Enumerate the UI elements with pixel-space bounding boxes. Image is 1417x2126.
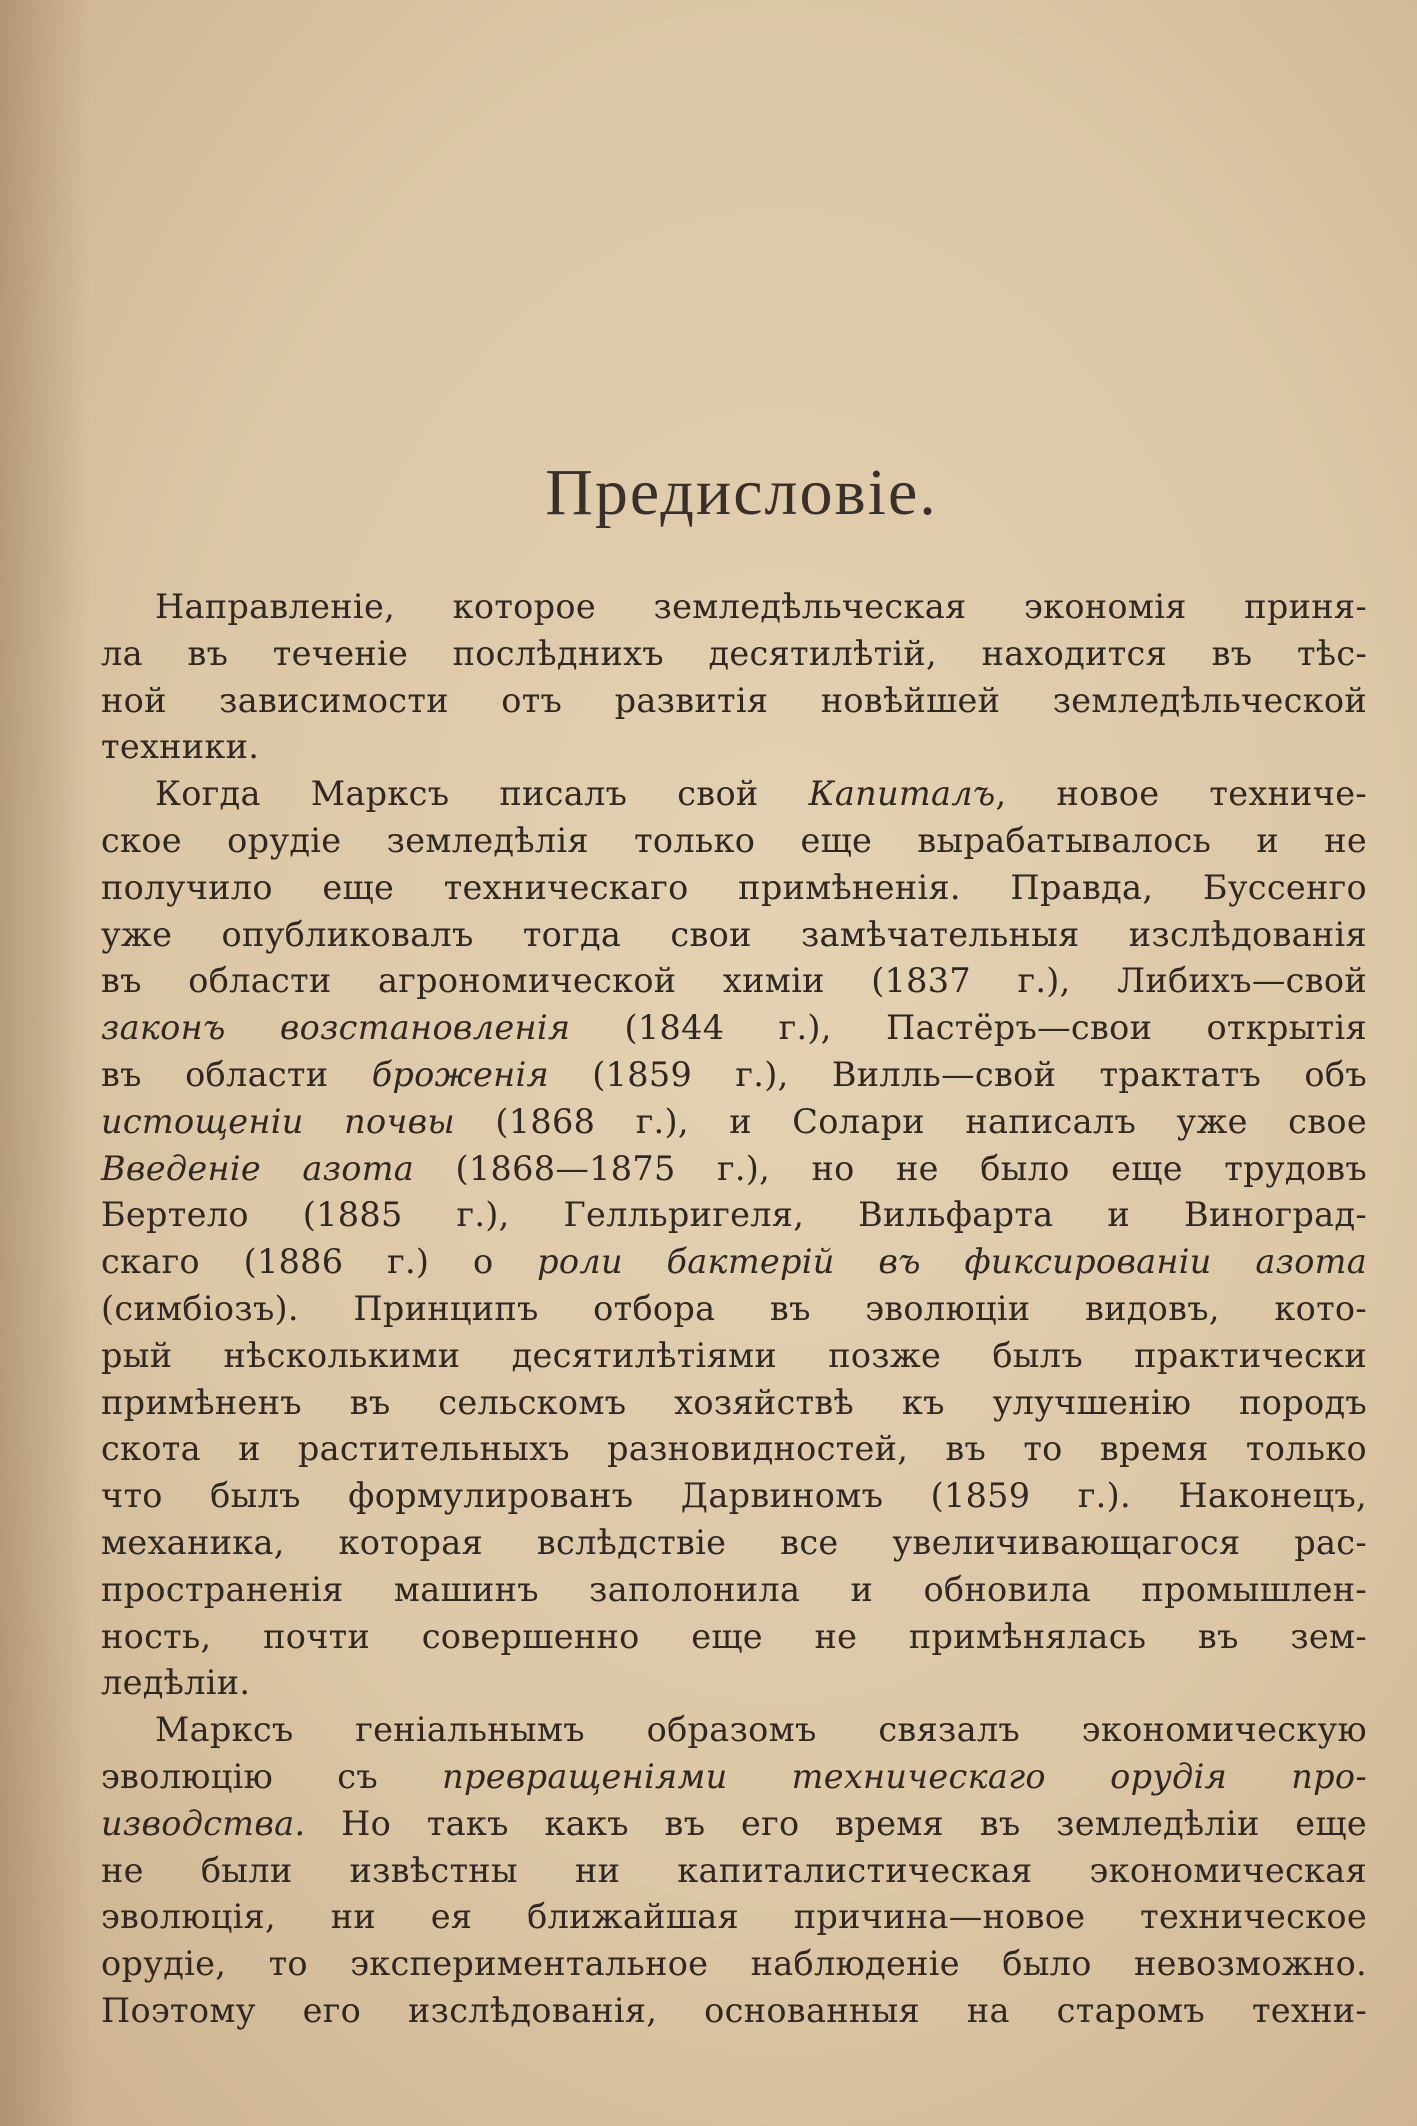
text-line (101, 1707, 1367, 1754)
text-line (101, 1192, 1367, 1239)
text-segment: , новое техниче- (995, 774, 1367, 814)
text-segment: (1859 г.), Вилль—свой трактатъ объ (549, 1054, 1367, 1094)
text-line (101, 958, 1367, 1005)
text-line (101, 1380, 1367, 1427)
italic-text-segment: роли бактерiй въ фиксированiи азота (537, 1242, 1368, 1282)
text-segment: (1868—1875 г.), но не было еще трудовъ (414, 1148, 1367, 1188)
text-segment: (1868 г.), и Солари написалъ уже свое (455, 1101, 1367, 1141)
text-segment: получило еще техническаго примѣненiя. Правда, Буссенго (101, 867, 1367, 907)
italic-text-segment: законъ возстановленiя (101, 1008, 571, 1048)
italic-text-segment: превращенiями техническаго орудiя про- (442, 1756, 1367, 1796)
text-segment: не были извѣстны ни капиталистическая экономическая (101, 1850, 1367, 1890)
text-line (101, 631, 1367, 678)
text-segment: что былъ формулированъ Дарвиномъ (1859 г.). Наконецъ, (101, 1476, 1367, 1516)
text-segment: эволюцiя, ни ея ближайшая причина—новое техническое (101, 1897, 1367, 1937)
text-line (101, 1801, 1367, 1848)
text-segment: скота и растительныхъ разновидностей, въ то время только (101, 1429, 1367, 1469)
text-segment: уже опубликовалъ тогда свои замѣчательныя изслѣдованiя (101, 914, 1367, 954)
text-line (101, 1567, 1367, 1614)
text-line (101, 1894, 1367, 1941)
text-segment: Поэтому его изслѣдованiя, основанныя на старомъ техни- (101, 1990, 1367, 2030)
text-line (101, 724, 1367, 771)
italic-text-segment: изводства. (101, 1803, 306, 1843)
text-segment: ность, почти совершенно еще не примѣнялась въ зем- (101, 1616, 1367, 1656)
text-segment: скаго (1886 г.) о (101, 1242, 538, 1282)
text-segment: въ области (101, 1054, 372, 1094)
text-line (101, 1848, 1367, 1895)
page-title: Предисловiе. (545, 456, 938, 529)
text-line (101, 1660, 1367, 1707)
text-segment: рый нѣсколькими десятилѣтiями позже былъ практически (101, 1335, 1367, 1375)
text-line (101, 1099, 1367, 1146)
text-line (101, 1005, 1367, 1052)
text-segment: ледѣлiи. (101, 1663, 251, 1703)
text-line (101, 1239, 1367, 1286)
text-segment: (1844 г.), Пастёръ—свои открытiя (570, 1008, 1367, 1048)
text-segment: Марксъ генiальнымъ образомъ связалъ экономическую (155, 1710, 1367, 1750)
text-segment: Когда Марксъ писалъ свой (155, 774, 809, 814)
text-line (101, 1941, 1367, 1988)
text-line (101, 1988, 1367, 2035)
text-segment: орудiе, то экспериментальное наблюденiе было невозможно. (101, 1944, 1367, 1984)
text-line (101, 1426, 1367, 1473)
text-line (101, 1146, 1367, 1193)
text-line (101, 1286, 1367, 1333)
text-segment: (симбiозъ). Принципъ отбора въ эволюцiи видовъ, кото- (101, 1288, 1367, 1328)
italic-text-segment: Введенiе азота (101, 1148, 415, 1188)
text-line (101, 865, 1367, 912)
text-line (101, 1614, 1367, 1661)
text-segment: Но такъ какъ въ его время въ земледѣлiи еще (305, 1803, 1367, 1843)
body-text (101, 584, 1367, 2035)
text-line (101, 1754, 1367, 1801)
text-segment: техники. (101, 727, 260, 767)
text-line (101, 912, 1367, 959)
italic-text-segment: Капиталъ (808, 774, 996, 814)
text-segment: механика, которая вслѣдствiе все увеличивающагося рас- (101, 1522, 1367, 1562)
page-spine-shadow (0, 0, 90, 2126)
text-line (101, 584, 1367, 631)
text-line (101, 1333, 1367, 1380)
text-segment: ла въ теченiе послѣднихъ десятилѣтiй, находится въ тѣс- (101, 633, 1367, 673)
text-segment: Бертело (1885 г.), Гелльригеля, Вильфарта и Виноград- (101, 1195, 1367, 1235)
text-segment: ной зависимости отъ развитiя новѣйшей земледѣльческой (101, 680, 1367, 720)
text-line (101, 1473, 1367, 1520)
text-segment: примѣненъ въ сельскомъ хозяйствѣ къ улучшенiю породъ (101, 1382, 1367, 1422)
italic-text-segment: броженiя (371, 1054, 550, 1094)
text-segment: Направленiе, которое земледѣльческая экономiя приня- (155, 587, 1367, 626)
text-segment: эволюцiю съ (101, 1756, 443, 1796)
text-segment: пространенiя машинъ заполонила и обновила промышлен- (101, 1569, 1367, 1609)
text-segment: ское орудiе земледѣлiя только еще вырабатывалось и не (101, 820, 1367, 860)
text-line (101, 771, 1367, 818)
italic-text-segment: истощенiи почвы (101, 1101, 455, 1141)
text-line (101, 1520, 1367, 1567)
text-line (101, 1052, 1367, 1099)
text-line (101, 818, 1367, 865)
text-line (101, 678, 1367, 725)
text-segment: въ области агрономической химiи (1837 г.), Либихъ—свой (101, 961, 1367, 1001)
